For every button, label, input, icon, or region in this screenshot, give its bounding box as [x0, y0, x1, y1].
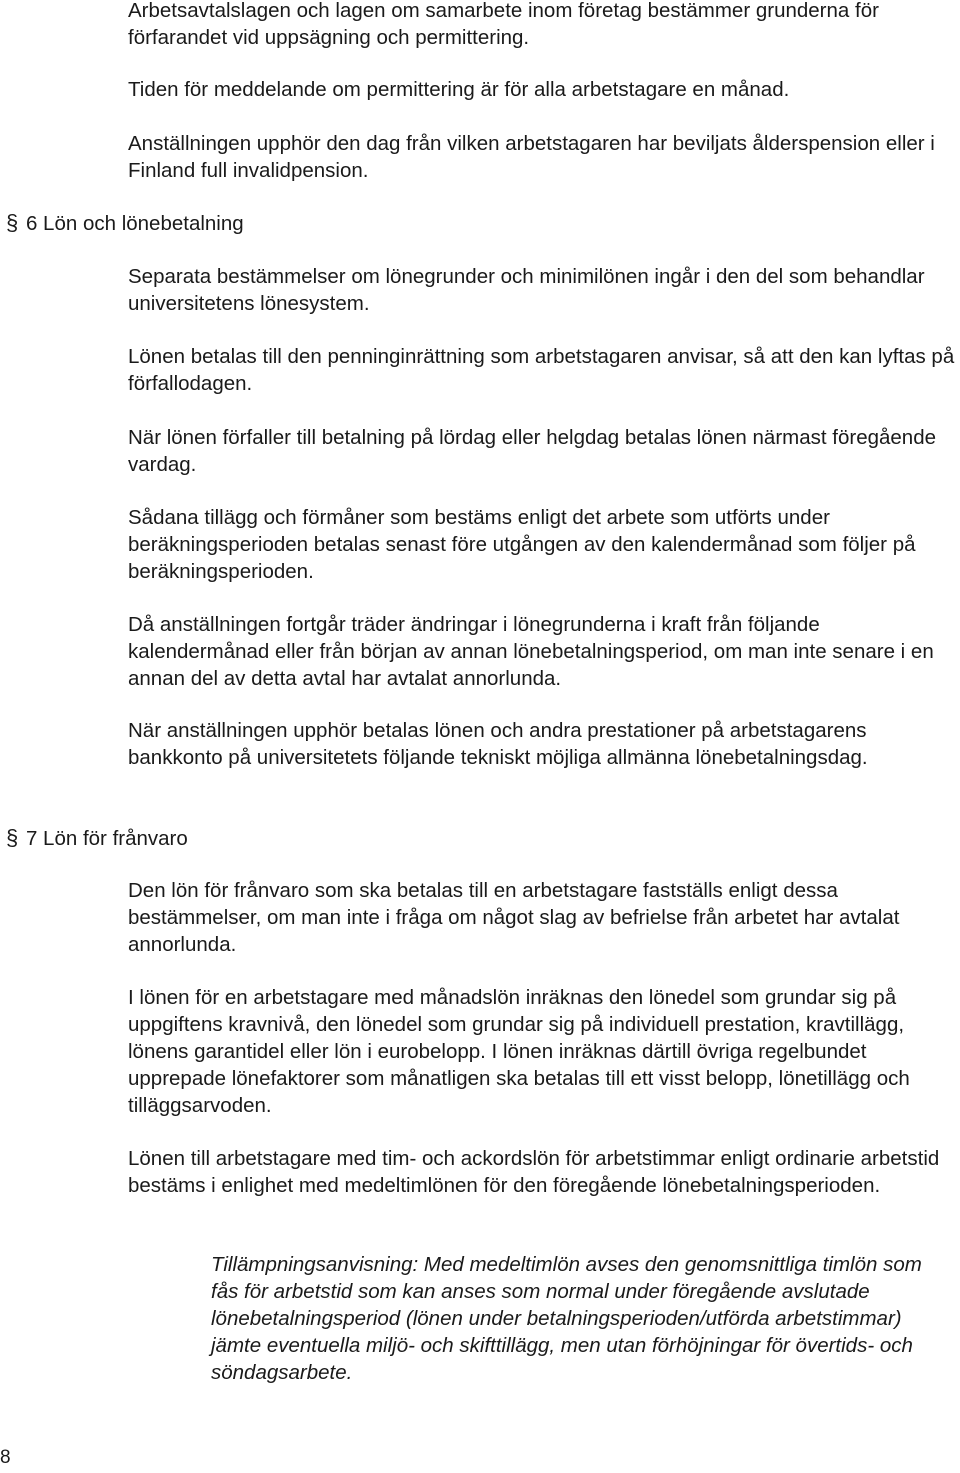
section-symbol: § [6, 210, 19, 235]
paragraph-lonegrunder: Separata bestämmelser om lönegrunder och minimilönen ingår i den del som behandlar universitetens lönesystem. [128, 265, 925, 315]
paragraph-penninginrattning: Lönen betalas till den penninginrättning som arbetstagaren anvisar, så att den kan lyftas på förfallodagen. [128, 345, 955, 395]
section-7-title: 7 Lön för frånvaro [25, 827, 188, 850]
section-7-heading [6, 824, 188, 852]
paragraph-employment-end: Anställningen upphör den dag från vilken arbetstagaren har beviljats ålderspension eller i Finland full invalidpension. [128, 132, 935, 182]
paragraph-andringar: Då anställningen fortgår träder ändringar i lönegrunderna i kraft från följande kalendermånad eller från början av annan lönebetalningsperiod, om man inte senare i en annan del av detta avtal har avtalat annorlunda. [128, 613, 934, 690]
paragraph-franvaro: Den lön för frånvaro som ska betalas till en arbetstagare fastställs enligt dessa bestämmelser, om man inte i fråga om något slag av befrielse från arbetet har avtalat annorlunda. [128, 879, 900, 956]
application-note: Tillämpningsanvisning: Med medeltimlön avses den genomsnittliga timlön som fås för arbetstid som kan anses som normal under föregående avslutade lönebetalningsperiod (lönen under betalningsperioden/utförda arbetstimmar) jämte eventuella miljö- och skifttillägg, men utan förhöjningar för övertids- och söndagsarbete. [211, 1253, 922, 1384]
paragraph-procedures: Arbetsavtalslagen och lagen om samarbete inom företag bestämmer grunderna för förfarandet vid uppsägning och permittering. [128, 0, 879, 49]
page-number: 8 [0, 1447, 11, 1468]
paragraph-helgdag: När lönen förfaller till betalning på lördag eller helgdag betalas lönen närmast föregående vardag. [128, 426, 936, 476]
section-6-title: 6 Lön och lönebetalning [25, 212, 244, 235]
section-6-heading [6, 209, 244, 237]
paragraph-tillagg: Sådana tillägg och förmåner som bestäms enligt det arbete som utförts under beräkningsperioden betalas senast före utgången av den kalendermånad som följer på beräkningsperioden. [128, 506, 916, 583]
paragraph-bankkonto: När anställningen upphör betalas lönen och andra prestationer på arbetstagarens bankkonto på universitetets följande tekniskt möjliga allmänna lönebetalningsdag. [128, 719, 868, 769]
section-symbol: § [6, 825, 19, 850]
paragraph-permittering-notice: Tiden för meddelande om permittering är för alla arbetstagare en månad. [128, 78, 790, 101]
paragraph-timlon: Lönen till arbetstagare med tim- och ackordslön för arbetstimmar enligt ordinarie arbetstid bestäms i enlighet med medeltimlönen för den föregående lönebetalningsperioden. [128, 1147, 940, 1197]
paragraph-manadslon: I lönen för en arbetstagare med månadslön inräknas den lönedel som grundar sig på uppgiftens kravnivå, den lönedel som grundar sig på individuell prestation, kravtillägg, lönens garantidel eller lön i eurobelopp. I lönen inräknas därtill övriga regelbundet upprepade lönefaktorer som månatligen ska betalas till ett visst belopp, lönetillägg och tilläggsarvoden. [128, 986, 910, 1117]
